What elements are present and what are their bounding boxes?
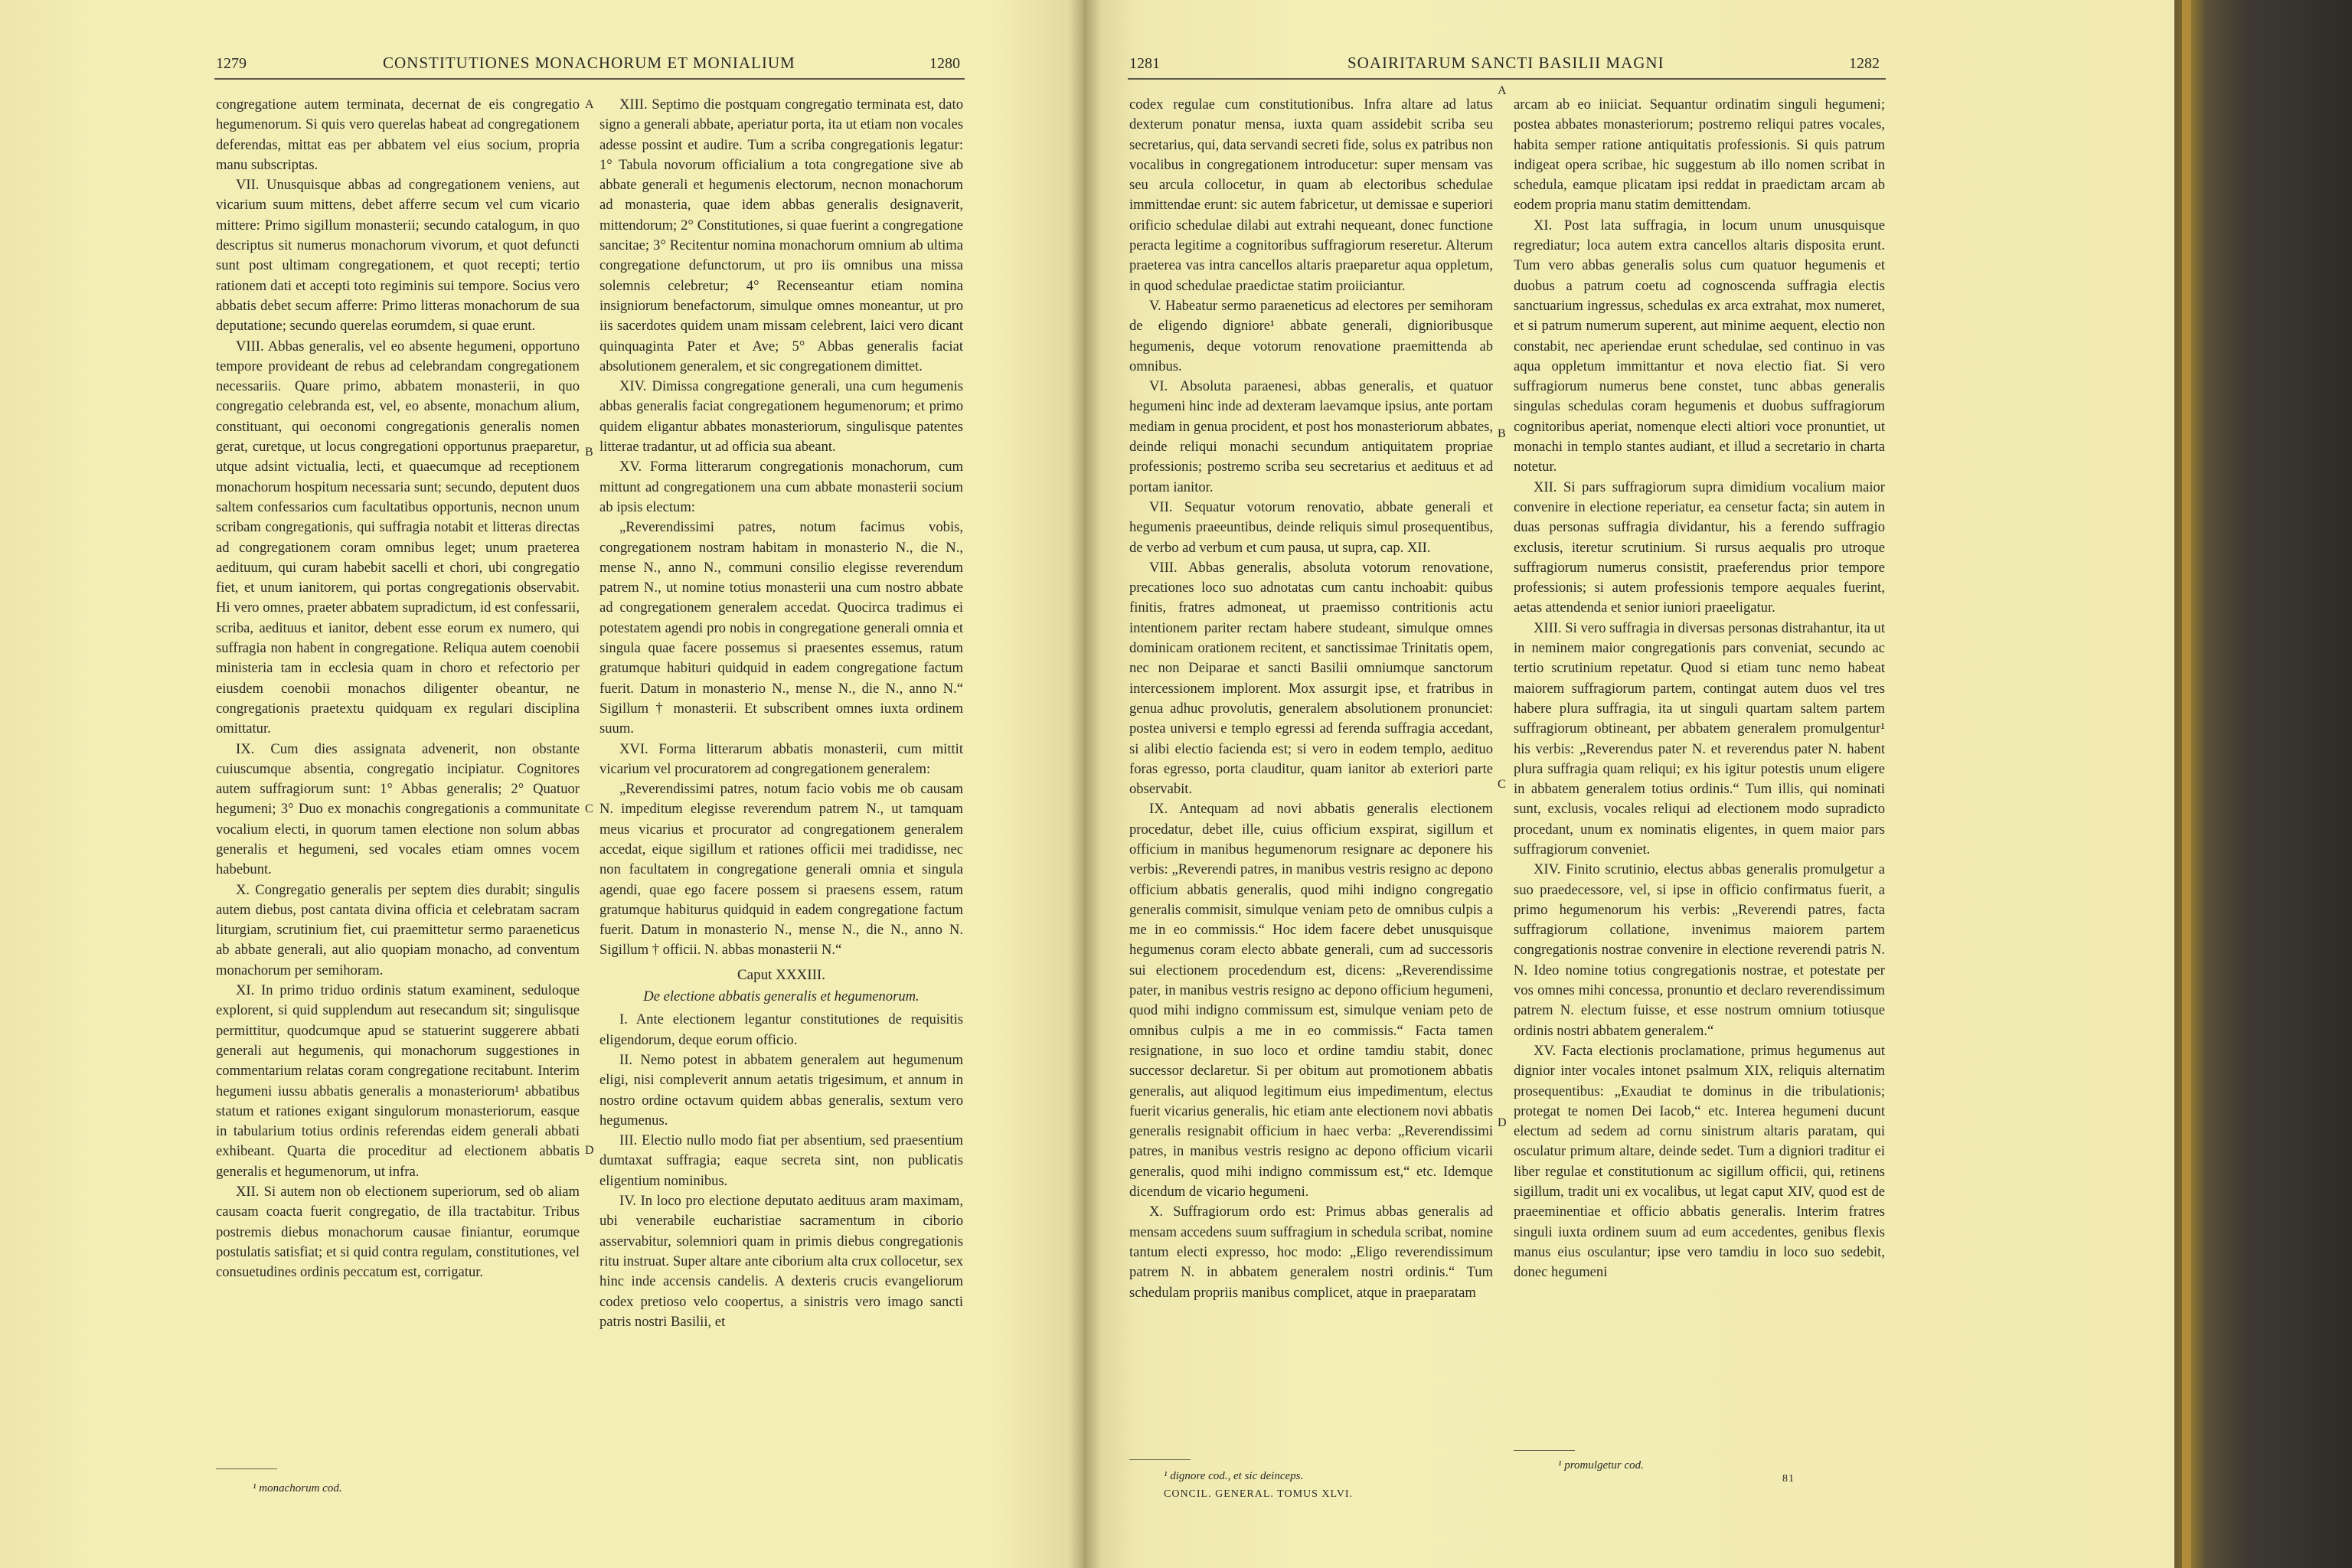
running-head-left: CONSTITUTIONES MONACHORUM ET MONIALIUM xyxy=(383,54,795,72)
margin-letter-a: A xyxy=(585,98,594,111)
paragraph: codex regulae cum constitutionibus. Infra altare ad latus dexterum ponatur mensa, iuxta quam assidebit scriba seu secretarius, qui, data servandi secreti fide, solus ex patribus non vocalibus in congregationem introducetur: super mensam vas seu arcula collocetur, in quam ab electoribus schedulae immittendae erunt: sic autem fabricetur, ut demissae e superiori orificio schedulae dilabi aut extrahi nequeant, donec functione peracta legitime a cognitoribus suffragiorum reseretur. Alterum praeterea vas intra cancellos altaris praeparetur aqua oppletum, in quod schedulae praedictae statim proiiciantur. xyxy=(1129,96,1493,294)
paragraph: XI. Post lata suffragia, in locum unum unusquisque regrediatur; loca autem extra cancellos altaris disposita erunt. Tum vero abbas generalis solus cum quatuor hegumenis et duobus a patrum coetu ad cognoscenda suffragia electis sanctuarium ingressus, schedulas ex arca extrahat, mox numeret, et si patrum numerum superent, aut minime aequent, electio non constabit, nec aperiendae erunt schedulae, sed continuo in vas aqua oppletum immittantur et nova electio fiat. Si vero suffragiorum numerus bene constet, tunc abbas generalis singulas schedulas coram hegumenis et duobus suffragiorum cognitoribus aperiat, nomenque electi altiori voce pronuntiet, ut monachi in templo stantes audiant, et illud a secretario in charta notetur. xyxy=(1514,217,1885,475)
chapter-subtitle: De electione abbatis generalis et hegumenorum. xyxy=(643,988,920,1005)
paragraph: XV. Forma litterarum congregationis monachorum, cum mittunt ad congregationem una cum abbate monasterii socium ab ipsis electum: xyxy=(599,459,963,515)
paragraph: VI. Absoluta paraenesi, abbas generalis, et quatuor hegumeni hinc inde ad dexteram laevamque ipsius, ante portam mediam in genua procident, et post hos monasteriorum abbates, deinde reliqui monachi secundum antiquitatem propriae professionis; postremo scriba seu secretarius et aedituus et ad portam ianitor. xyxy=(1129,378,1493,495)
paragraph: IV. In loco pro electione deputato aedituus aram maximam, ubi venerabile eucharistiae sacramentum in ciborio asservabitur, solemniori quam in primis diebus congregationis ritu instruat. Super altare ante ciborium alta crux collocetur, sex hinc inde accensis candelis. A dexteris crucis evangeliorum codex pretioso velo coopertus, a sinistris vero imago sancti patris nostri Basilii, et xyxy=(599,1193,963,1330)
footnote: ¹ monachorum cod. xyxy=(253,1482,342,1494)
header-rule xyxy=(214,78,965,80)
paragraph: XV. Facta electionis proclamatione, primus hegumenus aut dignior inter vocales intonet psalmum XIX, reliquis alternatim prosequentibus: „Exaudiat te dominus in die tribulationis; protegat te nomen Dei Iacob,“ etc. Interea hegumeni ducunt electum ad sedem ad cornu sinistrum altaris paratam, qui osculatur primum altare, deinde sedet. Tum a digniori traditur ei liber regulae et constitutionum ac sigillum officii, qui, retinens sigillum, tradit uni ex vocalibus, ut legat caput XIV, quod est de praeeminentiae et officio abbatis generalis. Interim fratres singuli iuxta ordinem suum ad eum accedentes, genibus flexis manus eius osculantur; ipse vero tamdiu in loco suo sedebit, donec hegumeni xyxy=(1514,1042,1885,1281)
right-column-2 xyxy=(1514,95,1885,1283)
footnote-rule xyxy=(1514,1450,1575,1451)
sheet-number: 81 xyxy=(1782,1473,1795,1485)
page-number-right-inner: 1281 xyxy=(1129,55,1160,72)
cover-gilt-stripe xyxy=(2182,0,2191,1568)
paragraph: XIV. Dimissa congregatione generali, una cum hegumenis abbas generalis faciat congregationem hegumenorum; et primo quidem eligantur abbates monasteriorum, singulisque patentes litterae tradantur, ut ad officia sua abeant. xyxy=(599,378,963,456)
margin-letter-d: D xyxy=(585,1144,594,1157)
left-column-1 xyxy=(216,95,580,1283)
paragraph: III. Electio nullo modo fiat per absentium, sed praesentium dumtaxat suffragia; eaque secreta sint, non publicatis eligentium nominibus. xyxy=(599,1132,963,1189)
paragraph: X. Congregatio generalis per septem dies durabit; singulis autem diebus, post cantata divina officia et celebratam sacram liturgiam, scrutinium fiet, cui praemittetur sermo paraeneticus ab abbate generali, aut alio quopiam monacho, ad conventum monachorum per semihoram. xyxy=(216,881,580,978)
paragraph: VIII. Abbas generalis, vel eo absente hegumeni, opportuno tempore provideant de rebus ad celebrandam congregationem necessariis. Quare primo, abbatem monasterii, in quo congregatio celebranda est, vel, eo absente, monachum alium, constituant, qui oeconomi congregationis generalis nomen gerat, curetque, ut locus congregationi opportunus praeparetur, utque adsint victualia, lecti, et quaecumque ad receptionem monachorum hospitum necessaria sunt; secundo, deputent duos saltem confessarios cum facultatibus opportunis, necnon unum scribam congregationis, qui suffragia notabit et litteras directas ad congregationem coram omnibus leget; unum praeterea aedituum, qui curam habebit sacelli et chori, ubi congregatio fiet, et unum ianitorem, qui portas congregationis observabit. Hi vero omnes, praeter abbatem supradictum, id est confessarii, scriba, aedituus et ianitor, debent esse eorum ex numero, qui suffragia non habent in congregatione. Reliqua autem coenobii ministeria tam in ecclesia quam in choro et refectorio per eiusdem coenobii monachos diligenter obeantur, ne congregationis praetextu quidquam ex regulari disciplina omittatur. xyxy=(216,338,580,737)
paragraph: XIV. Finito scrutinio, electus abbas generalis promulgetur a suo praedecessore, vel, si ipse in officio confirmatus fuerit, a primo hegumenorum his verbis: „Reverendi patres, facta suffragiorum collatione, invenimus maiorem partem congregationis nostrae convenire in electione reverendi patris N. N. Ideo nomine totius congregationis nostrae, et potestate per vos omnes mihi concessa, pronuntio et declaro reverendissimum patrem N. electum fuisse, et esse nostrum omnium totiusque ordinis nostri abbatem generalem.“ xyxy=(1514,861,1885,1039)
paragraph: congregatione autem terminata, decernat de eis congregatio hegumenorum. Si quis vero querelas habeat ad congregationem deferendas, mittat eas per abbatem vel eius socium, propria manu subscriptas. xyxy=(216,96,580,173)
paragraph: XII. Si autem non ob electionem superiorum, sed ob aliam causam coacta fuerit congregatio, de illa tractabitur. Tribus postremis diebus monachorum causae finiantur, eorumque postulatis satisfiat; et si quid contra regulam, constitutiones, vel consuetudines ordinis peccatum est, corrigatur. xyxy=(216,1184,580,1281)
chapter-title: Caput XXXIII. xyxy=(737,966,826,983)
page-number-left-inner: 1280 xyxy=(929,55,960,72)
margin-letter-a: A xyxy=(1498,84,1507,97)
paragraph: IX. Antequam ad novi abbatis generalis electionem procedatur, debet ille, cuius officium exspirat, sigillum et officium in manibus hegumenorum resignare ac deponere his verbis: „Reverendi patres, in manibus vestris resigno ac depono officium abbatis generalis, quod mihi indigno congregatio generalis commisit, simulque veniam peto de omnibus culpis a me in eo commissis.“ Hoc idem facere debet unusquisque hegumenus coram electo abbate generali, cum ad successoris sui electionem procedendum est, dicens: „Reverendissime pater, in manibus vestris resigno ac depono officium hegumeni, quod mihi indigno commissum est, simulque veniam peto de omnibus culpis a me in eo commissis.“ Facta tamen resignatione, in suo loco et ordine tamdiu stabit, donec successor declaretur. Si per obitum aut promotionem abbatis generalis, aut aliquod legitimum eius impedimentum, electus fuerit vicarius generalis, hic etiam ante electionem novi abbatis generalis resignabit officium in haec verba: „Reverendissimi patres, in manibus vestris resigno ac depono officium vicarii generalis, quod mihi indigno commissum est,“ etc. Idemque dicendum de vicario hegumeni. xyxy=(1129,801,1493,1200)
left-page xyxy=(0,0,1083,1568)
footnote: ¹ promulgetur cod. xyxy=(1558,1459,1644,1472)
margin-letter-b: B xyxy=(1498,427,1506,440)
paragraph: X. Suffragiorum ordo est: Primus abbas generalis ad mensam accedens suum suffragium in schedula scribat, nomine tantum electi expresso, hoc modo: „Eligo reverendissimum patrem N. in abbatem generalem nostri ordinis.“ Tum schedulam propriis manibus complicet, atque in praeparatam xyxy=(1129,1204,1493,1301)
left-column-2 xyxy=(599,95,963,1332)
margin-letter-c: C xyxy=(585,802,593,815)
book-cover-edge xyxy=(2174,0,2352,1568)
right-column-1 xyxy=(1129,95,1493,1303)
paragraph: XIII. Septimo die postquam congregatio terminata est, dato signo a generali abbate, aperiatur porta, ita ut etiam non vocales adesse possint et audire. Tum a scriba congregationis legatur: 1° Tabula novorum officialium a tota congregatione sive ab abbate generali et hegumenis electorum, necnon monachorum ad monasteria, quae idem abbas generalis designaverit, mittendorum; 2° Constitutiones, si quae fuerint a congregatione sancitae; 3° Recitentur nomina monachorum omnium ab ultima congregatione defunctorum, ut pro iis omnibus una missa solemnis celebretur; 4° Recenseantur etiam nomina insigniorum benefactorum, simulque omnes moneantur, ut pro iis sacerdotes quidem unam missam celebrent, laici vero dicant quinquaginta Pater et Ave; 5° Abbas generalis faciat absolutionem generalem, et sic congregationem dimittet. xyxy=(599,96,963,374)
margin-letter-c: C xyxy=(1498,778,1506,791)
margin-letter-d: D xyxy=(1498,1116,1507,1129)
paragraph: VII. Sequatur votorum renovatio, abbate generali et hegumenis praeeuntibus, deinde reliquis simul prosequentibus, de verbo ad verbum et cum pausa, ut supra, cap. XII. xyxy=(1129,498,1493,556)
volume-signature: CONCIL. GENERAL. TOMUS XLVI. xyxy=(1164,1488,1354,1500)
footnote-rule xyxy=(1129,1459,1191,1460)
paragraph: „Reverendissimi patres, notum facio vobis me ob causam N. impeditum elegisse reverendum patrem N., ut tamquam meus vicarius et procurator ad congregationem generalem accedat, eique sigillum et rationes officii mei tradidisse, nec non facultatem in congregatione generali omnia et singula agendi, quae ego facere possem si praesens essem, ratum gratumque habiturus quidquid in eadem congregatione factum fuerit. Datum in monasterio N., mense N., die N., anno N. Sigillum † officii. N. abbas monasterii N.“ xyxy=(599,781,963,959)
page-number-left-outer: 1279 xyxy=(216,55,247,72)
footnote: ¹ dignore cod., et sic deinceps. xyxy=(1164,1470,1304,1482)
paragraph: V. Habeatur sermo paraeneticus ad electores per semihoram de eligendo digniore¹ abbate generali, dignioribusque hegumenis, deque votorum renovatione praemittenda ab omnibus. xyxy=(1129,297,1493,374)
paragraph: „Reverendissimi patres, notum facimus vobis, congregationem nostram habitam in monasterio N., die N., mense N., anno N., communi consilio elegisse reverendum patrem N., ut nomine totius monasterii una cum nostro abbate ad congregationem generalem accedat. Quocirca tradimus ei potestatem agendi pro nobis in congregatione generali omnia et singula quae facere possemus si praesentes essemus, ratum gratumque habituri quidquid in eadem congregatione factum fuerit. Datum in monasterio N., mense N., die N., anno N.“ Sigillum † monasterii. Et subscribent omnes iuxta ordinem suum. xyxy=(599,519,963,737)
header-rule xyxy=(1128,78,1886,80)
paragraph: XI. In primo triduo ordinis statum examinent, seduloque explorent, si quid supplendum aut resecandum sit; singulisque permittitur, quodcumque apud se statuerint suggerere abbati generali aut hegumenis, qui monachorum suggestiones in commentarium relatas coram congregatione recitabunt. Interim hegumeni iussu abbatis generalis a monasteriorum¹ abbatibus statum et rationes exigant singulorum monasteriorum, easque in tabularium totius ordinis referendas eidem generali abbati exhibeant. Quarta die proceditur ad electionem abbatis generalis et hegumenorum, ut infra. xyxy=(216,982,580,1180)
paragraph: IX. Cum dies assignata advenerit, non obstante cuiuscumque absentia, congregatio incipiatur. Cognitores autem suffragiorum sunt: 1° Abbas generalis; 2° Quatuor hegumeni; 3° Duo ex monachis congregationis a communitate vocalium electi, in quorum tamen electione non solum abbas generalis et hegumeni, sed vocales etiam omnes vocem habebunt. xyxy=(216,740,580,878)
paragraph: XIII. Si vero suffragia in diversas personas distrahantur, ita ut in neminem maior congregationis pars conveniat, secundo ac tertio scrutinium repetatur. Quod si etiam tunc nemo habeat maiorem suffragiorum partem, contingat autem duos vel tres habere plura suffragia, ita ut singuli quartam saltem partem suffragiorum obtineant, per abbatem generalem promulgentur¹ his verbis: „Reverendus pater N. et reverendus pater N. habent plura suffragia quam reliqui; ex his igitur potestis unum eligere in abbatem generalem totius ordinis.“ Tum illis, qui nominati sunt, exclusis, vocales reliqui ad electionem modo supradicto procedant, unum ex nominatis eligentes, in quem maior pars suffragiorum conveniet. xyxy=(1514,619,1885,858)
paragraph: XVI. Forma litterarum abbatis monasterii, cum mittit vicarium vel procuratorem ad congregationem generalem: xyxy=(599,740,963,777)
paragraph: VIII. Abbas generalis, absoluta votorum renovatione, precationes loco suo adnotatas cum cantu inchoabit: quibus finitis, fratres admoneat, ut praemisso contritionis actu intentionem pariter rectam habere studeant, simulque omnes dominicam orationem recitent, et sanctissimae Trinitatis opem, nec non Deiparae et sancti Basilii omniumque sanctorum intercessionem implorent. Mox assurgit ipse, et fratribus in genua adhuc provolutis, generalem absolutionem pronunciet: postea universi e templo egressi ad ferenda suffragia accedant, si alibi electio facienda est; si vero in eodem templo, aedituo foras egresso, porta clauditur, quam ianitor ab exteriori parte observabit. xyxy=(1129,559,1493,798)
book-gutter-shadow xyxy=(1069,0,1101,1568)
paragraph: XII. Si pars suffragiorum supra dimidium vocalium maior convenire in electione reperiatur, ea censetur facta; sin autem in duas personas suffragia dividantur, his a ferendo suffragio exclusis, iteretur scrutinium. Si rursus aequalis pro utroque suffragiorum numerus consistit, praeferendus prior tempore professionis; si autem professionis tempore aequales fuerint, aetas attendenda et senior iuniori praeeligatur. xyxy=(1514,479,1885,616)
margin-letter-b: B xyxy=(585,446,593,459)
paragraph: II. Nemo potest in abbatem generalem aut hegumenum eligi, nisi compleverit annum aetatis trigesimum, et annum in nostro ordine octavum quidem abbas generalis, sextum vero hegumenus. xyxy=(599,1051,963,1129)
running-head-right: SOAIRITARUM SANCTI BASILII MAGNI xyxy=(1348,54,1664,72)
paragraph: VII. Unusquisque abbas ad congregationem veniens, aut vicarium suum mittens, debet afferre secum vel cum vicario mittere: Primo sigillum monasterii; secundo catalogum, in quo descriptus sit numerus monachorum vivorum, et quot defuncti sunt post ultimam congregationem, et quot recepti; tertio rationem dati et accepti toto regiminis sui tempore. Socius vero abbatis debet secum afferre: Primo litteras monachorum de sua deputatione; secundo querelas eorumdem, si quae erunt. xyxy=(216,177,580,335)
page-number-right-outer: 1282 xyxy=(1849,55,1880,72)
paragraph: arcam ab eo iniiciat. Sequantur ordinatim singuli hegumeni; postea abbates monasteriorum; postremo reliqui patres vocales, habita semper ratione antiquitatis professionis. Si quis patrum indigeat opera scribae, hic suggestum ab illo nomen scribat in schedula, eamque plicatam ipsi reddat in praedictam arcam ab eodem propria manu statim demittendam. xyxy=(1514,96,1885,214)
right-page xyxy=(1083,0,2174,1568)
footnote-rule xyxy=(216,1468,277,1469)
paragraph: I. Ante electionem legantur constitutiones de requisitis eligendorum, deque eorum officio. xyxy=(599,1011,963,1048)
